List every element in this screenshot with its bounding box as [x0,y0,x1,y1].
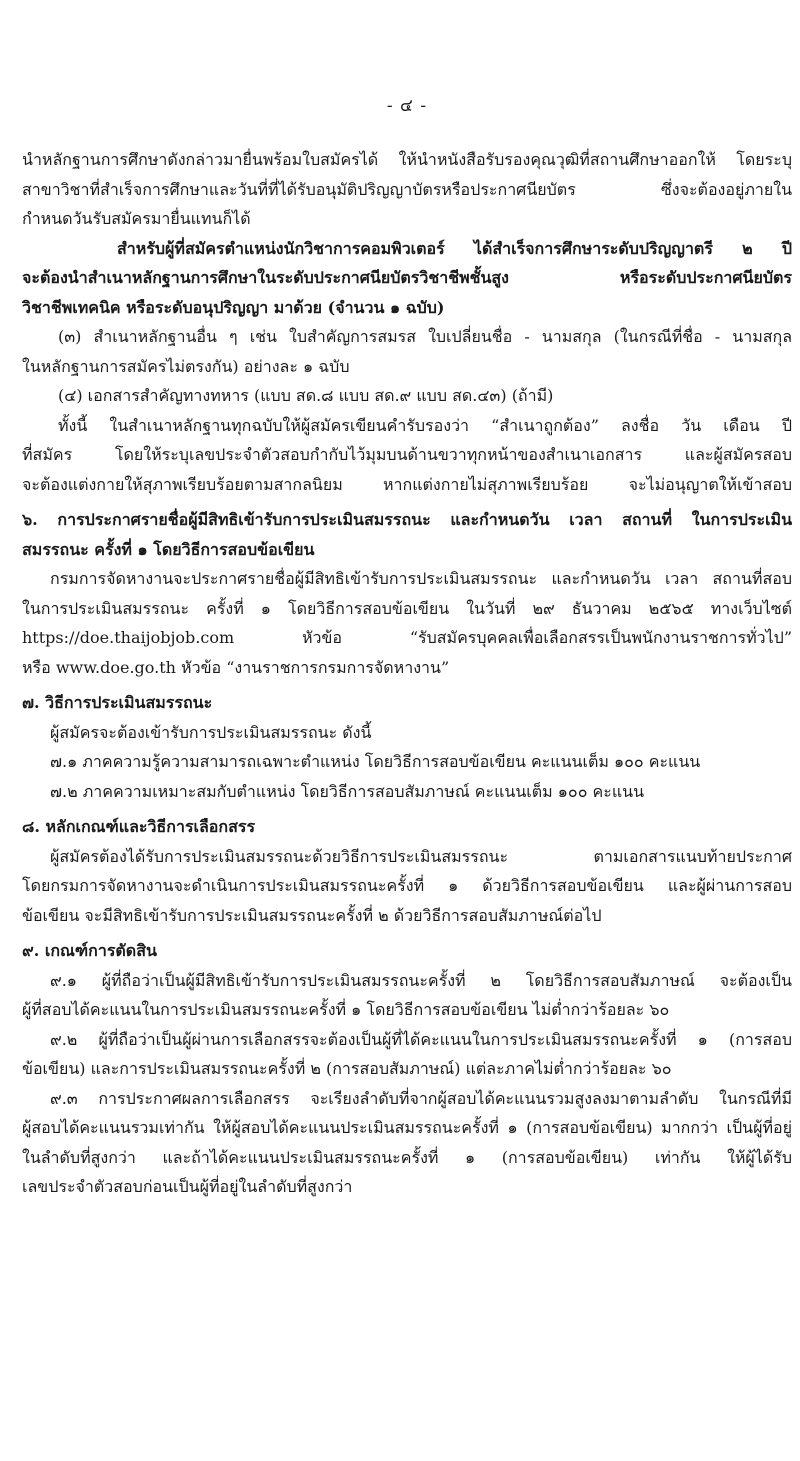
computer-scientist-note [22,234,792,323]
section-item: ผู้สอบได้คะแนนรวมเท่ากัน ให้ผู้สอบได้คะแนนประเมินสมรรถนะครั้งที่ ๑ (การสอบข้อเขียน) มากกว่า เป็นผู้ที่อยู่ [22,1118,792,1137]
item-3 [22,322,792,381]
item-line: (๓) สำเนาหลักฐานอื่น ๆ เช่น ใบสำคัญการสมรส ใบเปลี่ยนชื่อ - นามสกุล (ในกรณีที่ชื่อ - นามสกุล [58,327,792,346]
section-8 [22,812,792,930]
section-item: ๙.๓ การประกาศผลการเลือกสรร จะเรียงลำดับที่จากผู้สอบได้คะแนนรวมสูงลงมาตามลำดับ ในกรณีที่มี [50,1088,792,1108]
section-body-line: ผู้สมัครต้องได้รับการประเมินสมรรถนะด้วยวิธีการประเมินสมรรถนะ ตามเอกสารแนบท้ายประกาศ [50,846,792,866]
section-body-line: ข้อเขียน จะมีสิทธิเข้ารับการประเมินสมรรถนะครั้งที่ ๒ ด้วยวิธีการสอบสัมภาษณ์ต่อไป [22,905,602,925]
section-item: ผู้ที่สอบได้คะแนนในการประเมินสมรรถนะครั้งที่ ๑ โดยวิธีการสอบข้อเขียน ไม่ต่ำกว่าร้อยละ ๖๐ [22,1000,670,1019]
section-item: ๙.๒ ผู้ที่ถือว่าเป็นผู้ผ่านการเลือกสรรจะต้องเป็นผู้ที่ได้คะแนนในการประเมินสมรรถนะครั้งที่ ๑ (การสอบ [50,1029,792,1049]
note-line: จะต้องแต่งกายให้สุภาพเรียบร้อยตามสากลนิยม หากแต่งกายไม่สุภาพเรียบร้อย จะไม่อนุญาตให้เข้าสอบ [22,474,792,494]
section-item: ๙.๑ ผู้ที่ถือว่าเป็นผู้มีสิทธิเข้ารับการประเมินสมรรถนะครั้งที่ ๒ โดยวิธีการสอบสัมภาษณ์ จะต้องเป็น [50,970,792,990]
item-line: ในหลักฐานการสมัครไม่ตรงกัน) อย่างละ ๑ ฉบับ [22,356,350,376]
section-9 [22,936,792,1202]
section-body-line: หรือ www.doe.go.th หัวข้อ “งานราชการกรมการจัดหางาน” [22,657,450,677]
page-number: - ๔ - [386,96,428,116]
section-item: ในลำดับที่สูงกว่า และถ้าได้คะแนนประเมินสมรรถนะครั้งที่ ๑ (การสอบข้อเขียน) เท่ากัน ให้ผู้ได้รับ [22,1147,792,1167]
bold-note-line: วิชาชีพเทคนิค หรือระดับอนุปริญญา มาด้วย (จำนวน ๑ ฉบับ) [22,297,445,317]
section-heading: ๙. เกณฑ์การตัดสิน [22,941,157,960]
section-6 [22,505,792,682]
intro-line: กำหนดวันรับสมัครมายื่นแทนก็ได้ [22,209,251,228]
note-line: ที่สมัคร โดยให้ระบุเลขประจำตัวสอบกำกับไว้มุมบนด้านขวาทุกหน้าของสำเนาเอกสาร และผู้สมัครสอบ [22,445,792,464]
section-body-line: ในการประเมินสมรรถนะ ครั้งที่ ๑ โดยวิธีการสอบข้อเขียน ในวันที่ ๒๙ ธันวาคม ๒๕๖๕ ทางเว็บไซต์ [22,598,792,618]
item-4: (๔) เอกสารสำคัญทางทหาร (แบบ สด.๘ แบบ สด.๙ แบบ สด.๔๓) (ถ้ามี) [58,386,554,405]
intro-line: สาขาวิชาที่สำเร็จการศึกษาและวันที่ที่ได้รับอนุมัติปริญญาบัตรหรือประกาศนียบัตร ซึ่งจะต้องอยู่ภายใน [22,179,792,199]
section-heading: ๖. การประกาศรายชื่อผู้มีสิทธิเข้ารับการประเมินสมรรถนะ และกำหนดวัน เวลา สถานที่ ในการประเมิน [22,510,792,529]
bold-note-line: สำหรับผู้ที่สมัครตำแหน่งนักวิชาการคอมพิวเตอร์ ได้สำเร็จการศึกษาระดับปริญญาตรี ๒ ปี [117,238,792,258]
section-item: ๗.๒ ภาคความเหมาะสมกับตำแหน่ง โดยวิธีการสอบสัมภาษณ์ คะแนนเต็ม ๑๐๐ คะแนน [50,781,645,801]
intro-paragraph [22,145,792,234]
section-item: ๗.๑ ภาคความรู้ความสามารถเฉพาะตำแหน่ง โดยวิธีการสอบข้อเขียน คะแนนเต็ม ๑๐๐ คะแนน [50,752,701,771]
section-7 [22,688,792,806]
section-item: เลขประจำตัวสอบก่อนเป็นผู้ที่อยู่ในลำดับที่สูงกว่า [22,1177,353,1196]
section-body-line: กรมการจัดหางานจะประกาศรายชื่อผู้มีสิทธิเข้ารับการประเมินสมรรถนะ และกำหนดวัน เวลา สถานที่สอบ [50,569,792,588]
section-heading: ๗. วิธีการประเมินสมรรถนะ [22,693,213,712]
intro-line: นำหลักฐานการศึกษาดังกล่าวมายื่นพร้อมใบสมัครได้ ให้นำหนังสือรับรองคุณวุฒิที่สถานศึกษาออกให้ โดยระบุ [22,150,792,169]
section-heading: ๘. หลักเกณฑ์และวิธีการเลือกสรร [22,817,256,836]
section-heading: สมรรถนะ ครั้งที่ ๑ โดยวิธีการสอบข้อเขียน [22,539,315,559]
section-body-line: โดยกรมการจัดหางานจะดำเนินการประเมินสมรรถนะครั้งที่ ๑ ด้วยวิธีการสอบข้อเขียน และผู้ผ่านการสอบ [22,876,792,895]
section-item: ข้อเขียน) และการประเมินสมรรถนะครั้งที่ ๒ (การสอบสัมภาษณ์) แต่ละภาคไม่ต่ำกว่าร้อยละ ๖๐ [22,1059,672,1078]
bold-note-line: จะต้องนำสำเนาหลักฐานการศึกษาในระดับประกาศนียบัตรวิชาชีพชั้นสูง หรือระดับประกาศนียบัตร [22,268,792,287]
section-body-line: https://doe.thaijobjob.com หัวข้อ “รับสมัครบุคคลเพื่อเลือกสรรเป็นพนักงานราชการทั่วไป” [22,628,792,647]
note-line: ทั้งนี้ ในสำเนาหลักฐานทุกฉบับให้ผู้สมัครเขียนคำรับรองว่า “สำเนาถูกต้อง” ลงชื่อ วัน เดือน ปี [58,415,792,435]
section-body-line: ผู้สมัครจะต้องเข้ารับการประเมินสมรรถนะ ดังนี้ [50,722,372,742]
note-paragraph [22,411,792,500]
